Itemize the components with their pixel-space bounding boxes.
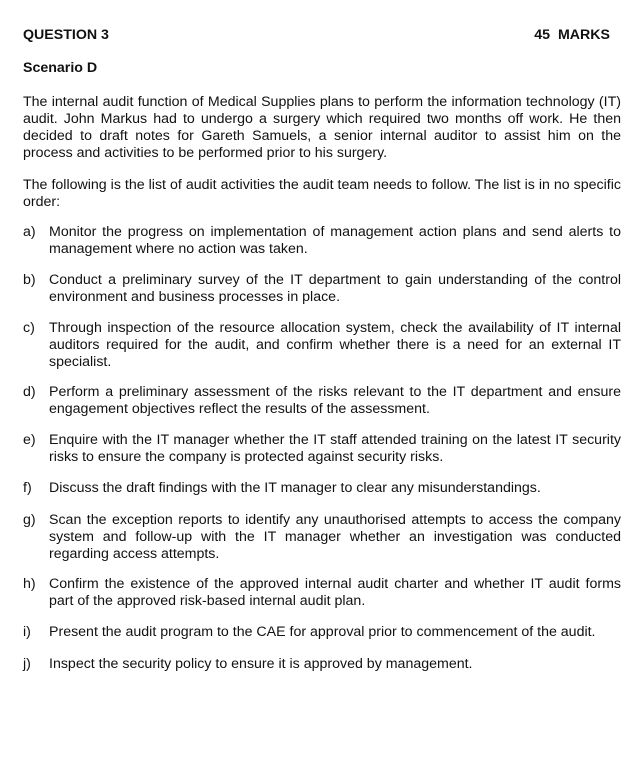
marks-value: 45: [534, 27, 550, 43]
list-marker: d): [23, 384, 36, 400]
list-item-text: Perform a preliminary assessment of the risks relevant to the IT department and ensure engagement objectives reflect the results of the assessment.: [49, 384, 621, 417]
list-item: [23, 384, 621, 418]
list-item-text: Scan the exception reports to identify any unauthorised attempts to access the company system and follow-up with the IT manager whether an investigation was conducted regarding access attempts.: [49, 512, 621, 562]
intro-paragraph: The internal audit function of Medical Supplies plans to perform the information technology (IT) audit. John Markus had to undergo a surgery which required two months off work. He then decided to draft notes for Gareth Samuels, a senior internal auditor to assist him on the process and activities to be performed prior to his surgery.: [23, 94, 621, 161]
question-title: QUESTION 3: [23, 27, 109, 43]
list-item-text: Inspect the security policy to ensure it is approved by management.: [49, 656, 473, 672]
list-item: [23, 512, 621, 563]
list-item: [23, 432, 621, 466]
list-item: [23, 480, 621, 497]
list-item-text: Present the audit program to the CAE for approval prior to commencement of the audit.: [49, 624, 596, 640]
list-marker: j): [23, 656, 31, 672]
list-item: [23, 320, 621, 371]
marks-label: MARKS: [557, 27, 610, 43]
list-marker: c): [23, 320, 35, 336]
list-item: [23, 656, 621, 673]
list-item: [23, 624, 621, 641]
list-marker: f): [23, 480, 32, 496]
list-item-text: Confirm the existence of the approved internal audit charter and whether IT audit forms part of the approved risk-based internal audit plan.: [49, 576, 621, 609]
list-marker: b): [23, 272, 36, 288]
list-item-text: Monitor the progress on implementation of management action plans and send alerts to management where no action was taken.: [49, 224, 621, 257]
list-item: [23, 576, 621, 610]
list-marker: a): [23, 224, 36, 240]
list-item: [23, 272, 621, 306]
scenario-title: Scenario D: [23, 60, 98, 76]
list-marker: g): [23, 512, 36, 528]
question-header: [23, 27, 610, 44]
list-item-text: Conduct a preliminary survey of the IT department to gain understanding of the control environment and business processes in place.: [49, 272, 621, 305]
list-marker: e): [23, 432, 36, 448]
list-item-text: Through inspection of the resource allocation system, check the availability of IT internal auditors required for the audit, and confirm whether there is a need for an external IT specialist.: [49, 320, 621, 370]
list-item: [23, 224, 621, 258]
marks-allocation: [534, 27, 610, 44]
instruction-paragraph: The following is the list of audit activities the audit team needs to follow. The list is in no specific order:: [23, 177, 621, 210]
list-marker: i): [23, 624, 31, 640]
list-item-text: Enquire with the IT manager whether the IT staff attended training on the latest IT security risks to ensure the company is protected against security risks.: [49, 432, 621, 465]
list-item-text: Discuss the draft findings with the IT manager to clear any misunderstandings.: [49, 480, 541, 496]
list-marker: h): [23, 576, 36, 592]
